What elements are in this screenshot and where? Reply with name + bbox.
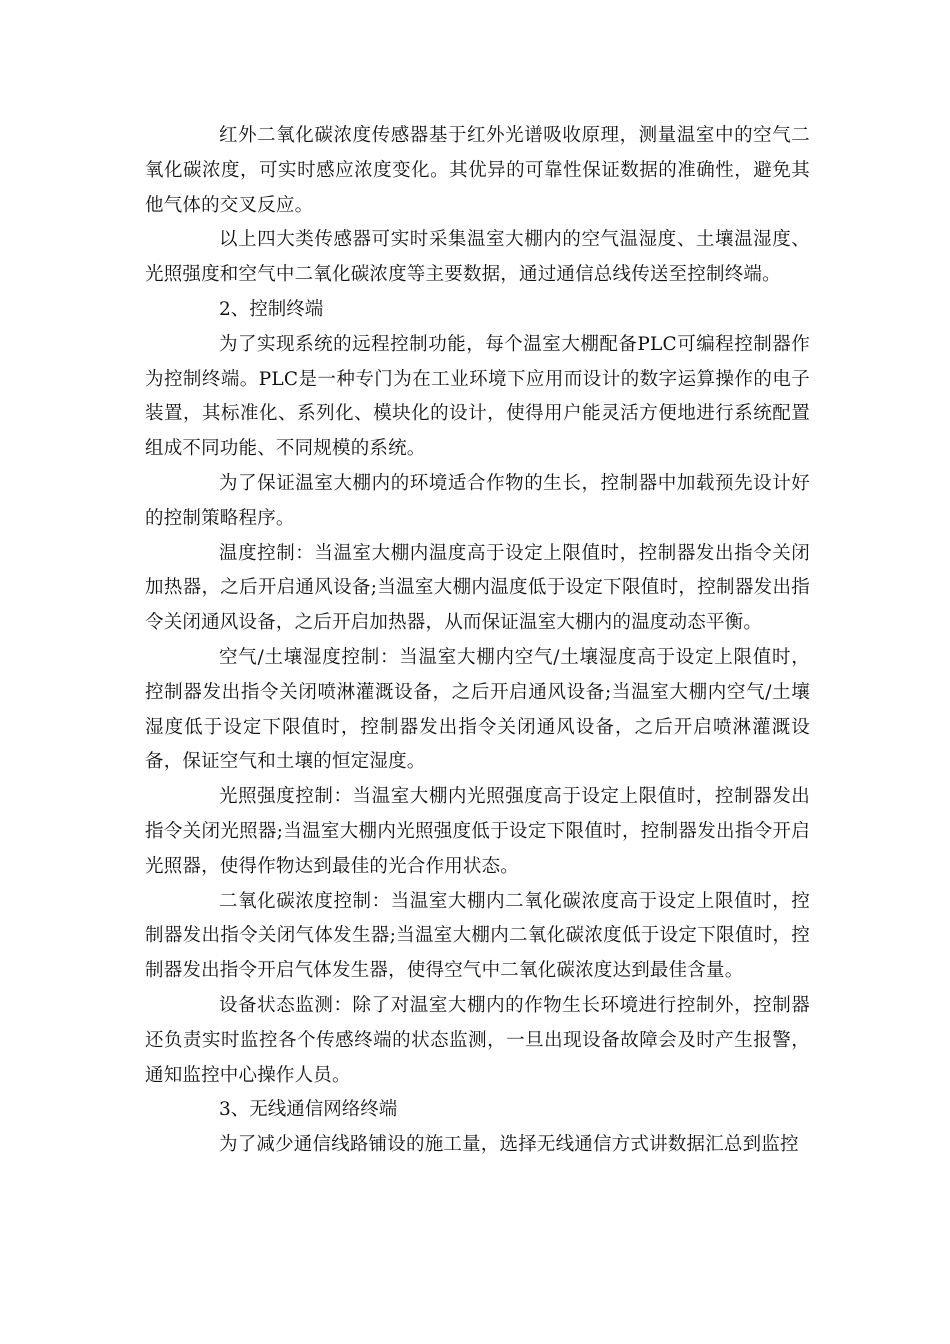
section-heading-control-terminal: 2、控制终端 [219, 298, 324, 320]
paragraph-control-strategy: 为了保证温室大棚内的环境适合作物的生长，控制器中加载预先设计好的控制策略程序。 [145, 472, 810, 529]
paragraph-humidity-control: 空气/土壤湿度控制：当温室大棚内空气/土壤湿度高于设定上限值时，控制器发出指令关闭喷淋灌溉设备，之后开启通风设备;当温室大棚内空气/土壤湿度低于设定下限值时，控制器发出指令关闭通风设备，之后开启喷淋灌溉设备，保证空气和土壤的恒定湿度。 [145, 646, 810, 773]
document-body [145, 119, 810, 1163]
paragraph-co2-sensor: 红外二氧化碳浓度传感器基于红外光谱吸收原理，测量温室中的空气二氧化碳浓度，可实时感应浓度变化。其优异的可靠性保证数据的准确性，避免其他气体的交叉反应。 [145, 125, 810, 216]
paragraph-device-monitoring: 设备状态监测：除了对温室大棚内的作物生长环境进行控制外，控制器还负责实时监控各个传感终端的状态监测，一旦出现设备故障会及时产生报警，通知监控中心操作人员。 [145, 994, 810, 1086]
paragraph-wireless-intro: 为了减少通信线路铺设的施工量，选择无线通信方式讲数据汇总到监控 [219, 1134, 799, 1156]
paragraph-plc-intro: 为了实现系统的远程控制功能，每个温室大棚配备PLC可编程控制器作为控制终端。PLC是一种专门为在工业环境下应用而设计的数字运算操作的电子装置，其标准化、系列化、模块化的设计，使得用户能灵活方便地进行系统配置组成不同功能、不同规模的系统。 [145, 333, 810, 460]
paragraph-co2-control: 二氧化碳浓度控制：当温室大棚内二氧化碳浓度高于设定上限值时，控制器发出指令关闭气体发生器;当温室大棚内二氧化碳浓度低于设定下限值时，控制器发出指令开启气体发生器，使得空气中二氧化碳浓度达到最佳含量。 [145, 890, 810, 982]
paragraph-light-control: 光照强度控制：当温室大棚内光照强度高于设定上限值时，控制器发出指令关闭光照器;当温室大棚内光照强度低于设定下限值时，控制器发出指令开启光照器，使得作物达到最佳的光合作用状态。 [145, 786, 810, 877]
paragraph-temperature-control: 温度控制：当温室大棚内温度高于设定上限值时，控制器发出指令关闭加热器，之后开启通风设备;当温室大棚内温度低于设定下限值时，控制器发出指令关闭通风设备，之后开启加热器，从而保证温室大棚内的温度动态平衡。 [145, 542, 810, 634]
section-heading-wireless-terminal: 3、无线通信网络终端 [219, 1099, 398, 1121]
paragraph-sensor-summary: 以上四大类传感器可实时采集温室大棚内的空气温湿度、土壤温湿度、光照强度和空气中二氧化碳浓度等主要数据，通过通信总线传送至控制终端。 [145, 229, 810, 286]
